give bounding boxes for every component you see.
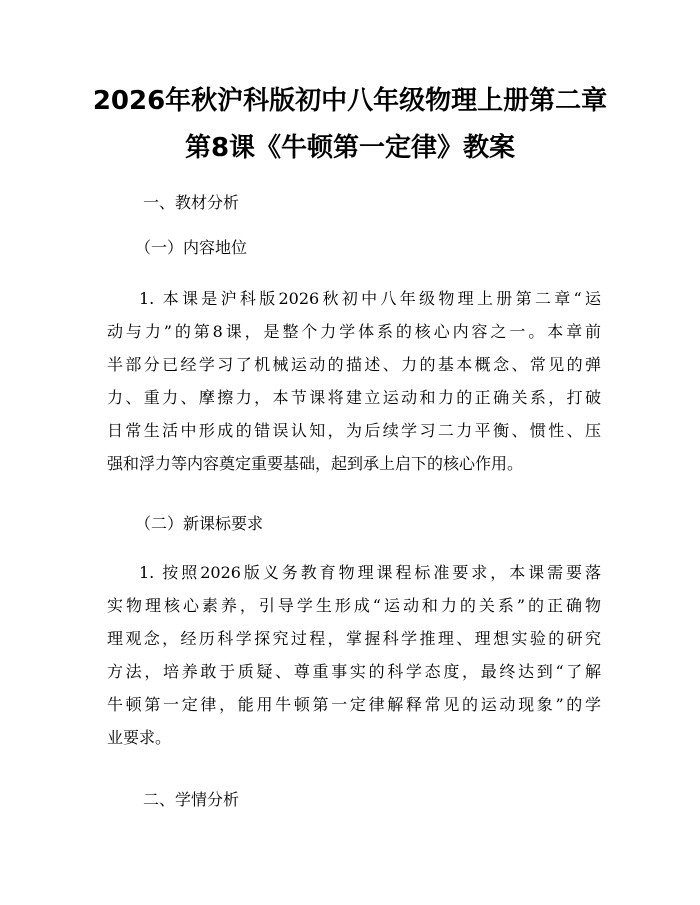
section-heading-learner-analysis: 二、学情分析 — [143, 790, 240, 809]
paragraph-line: 1. 按照2026版义务教育物理课程标准要求，本课需要落 — [139, 563, 601, 582]
paragraph-line: 半部分已经学习了机械运动的描述、力的基本概念、常见的弹 — [107, 355, 601, 374]
document-title-line-2: 第8课《牛顿第一定律》教案 — [184, 133, 516, 163]
paragraph-line: 牛顿第一定律，能用牛顿第一定律解释常见的运动现象”的学 — [107, 695, 601, 714]
subsection-heading-curriculum-requirements: （二）新课标要求 — [135, 514, 264, 533]
paragraph-line: 1. 本课是沪科版2026秋初中八年级物理上册第二章“运 — [139, 289, 601, 308]
paragraph-curriculum-requirements — [107, 556, 601, 754]
paragraph-line: 日常生活中形成的错误认知，为后续学习二力平衡、惯性、压 — [107, 421, 601, 440]
document-title-line-1: 2026年秋沪科版初中八年级物理上册第二章 — [92, 86, 608, 116]
paragraph-line: 理观念，经历科学探究过程，掌握科学推理、理想实验的研究 — [107, 629, 601, 648]
paragraph-line: 实物理核心素养，引导学生形成“运动和力的关系”的正确物 — [107, 596, 601, 615]
section-heading-textbook-analysis: 一、教材分析 — [143, 193, 240, 212]
paragraph-line: 力、重力、摩擦力，本节课将建立运动和力的正确关系，打破 — [107, 388, 601, 407]
paragraph-line: 强和浮力等内容奠定重要基础，起到承上启下的核心作用。 — [107, 454, 524, 473]
paragraph-content-position — [107, 282, 601, 480]
paragraph-line: 业要求。 — [107, 728, 172, 747]
subsection-heading-content-position: （一）内容地位 — [135, 238, 248, 257]
paragraph-line: 方法，培养敢于质疑、尊重事实的科学态度，最终达到“了解 — [107, 662, 601, 681]
paragraph-line: 动与力”的第8课，是整个力学体系的核心内容之一。本章前 — [107, 322, 601, 341]
